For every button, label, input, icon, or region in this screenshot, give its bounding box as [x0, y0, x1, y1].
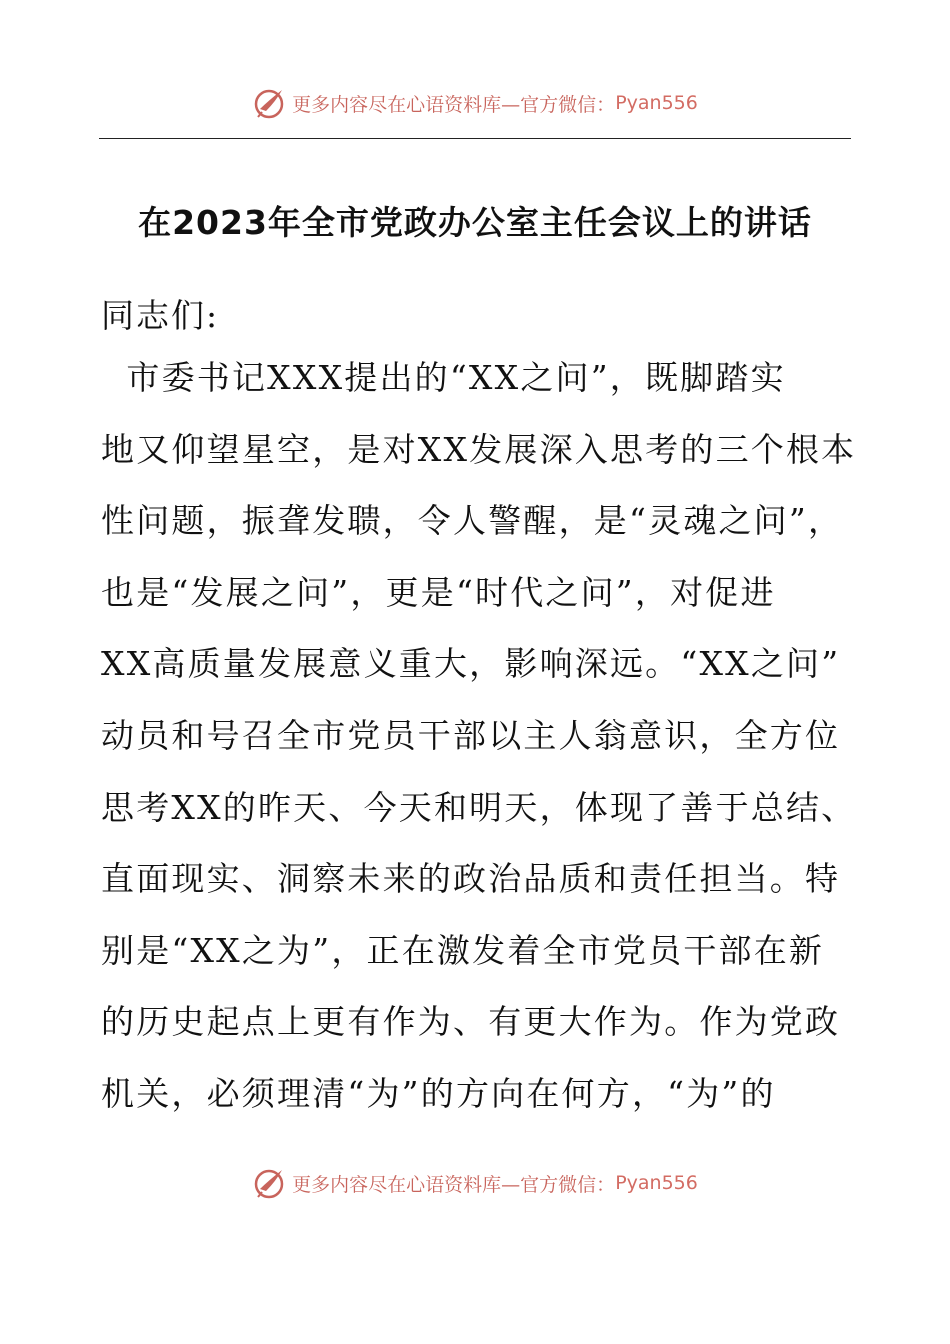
- body-line: 的历史起点上更有作为、有更大作为。作为党政: [101, 1002, 841, 1042]
- header-banner-text: 更多内容尽在心语资料库—: [292, 93, 521, 116]
- footer-banner: [0, 1163, 950, 1203]
- header-wechat-account: Pyan556: [615, 92, 698, 114]
- body-line: XX高质量发展意义重大，影响深远。“XX之问”: [101, 644, 841, 684]
- body-line: 也是“发展之问”，更是“时代之问”，对促进: [101, 572, 776, 612]
- footer-wechat-account: Pyan556: [615, 1172, 698, 1194]
- body-line: 机关，必须理清“为”的方向在何方，“为”的: [101, 1073, 776, 1113]
- header-banner: [0, 83, 950, 123]
- body-line: 性问题，振聋发聩，令人警醒，是“灵魂之问”，: [101, 501, 844, 541]
- header-wechat-label: 官方微信：: [520, 93, 616, 116]
- footer-wechat-label: 官方微信：: [520, 1173, 616, 1196]
- body-line: 市委书记XXX提出的“XX之问”，既脚踏实: [101, 358, 786, 397]
- body-line: 思考XX的昨天、今天和明天，体现了善于总结、: [101, 787, 857, 827]
- body-paragraph: [101, 342, 857, 1130]
- footer-banner-text: 更多内容尽在心语资料库—: [292, 1173, 521, 1196]
- quill-logo-icon: [252, 1165, 288, 1201]
- header-rule: [99, 138, 851, 139]
- body-line: 地又仰望星空，是对XX发展深入思考的三个根本: [101, 429, 857, 469]
- body-line: 别是“XX之为”，正在激发着全市党员干部在新: [101, 930, 825, 970]
- greeting: 同志们:: [101, 296, 220, 335]
- body-line: 动员和号召全市党员干部以主人翁意识，全方位: [101, 715, 841, 755]
- body-line: 直面现实、洞察未来的政治品质和责任担当。特: [101, 859, 841, 899]
- quill-logo-icon: [252, 85, 288, 121]
- document-title: 在2023年全市党政办公室主任会议上的讲话: [138, 203, 812, 242]
